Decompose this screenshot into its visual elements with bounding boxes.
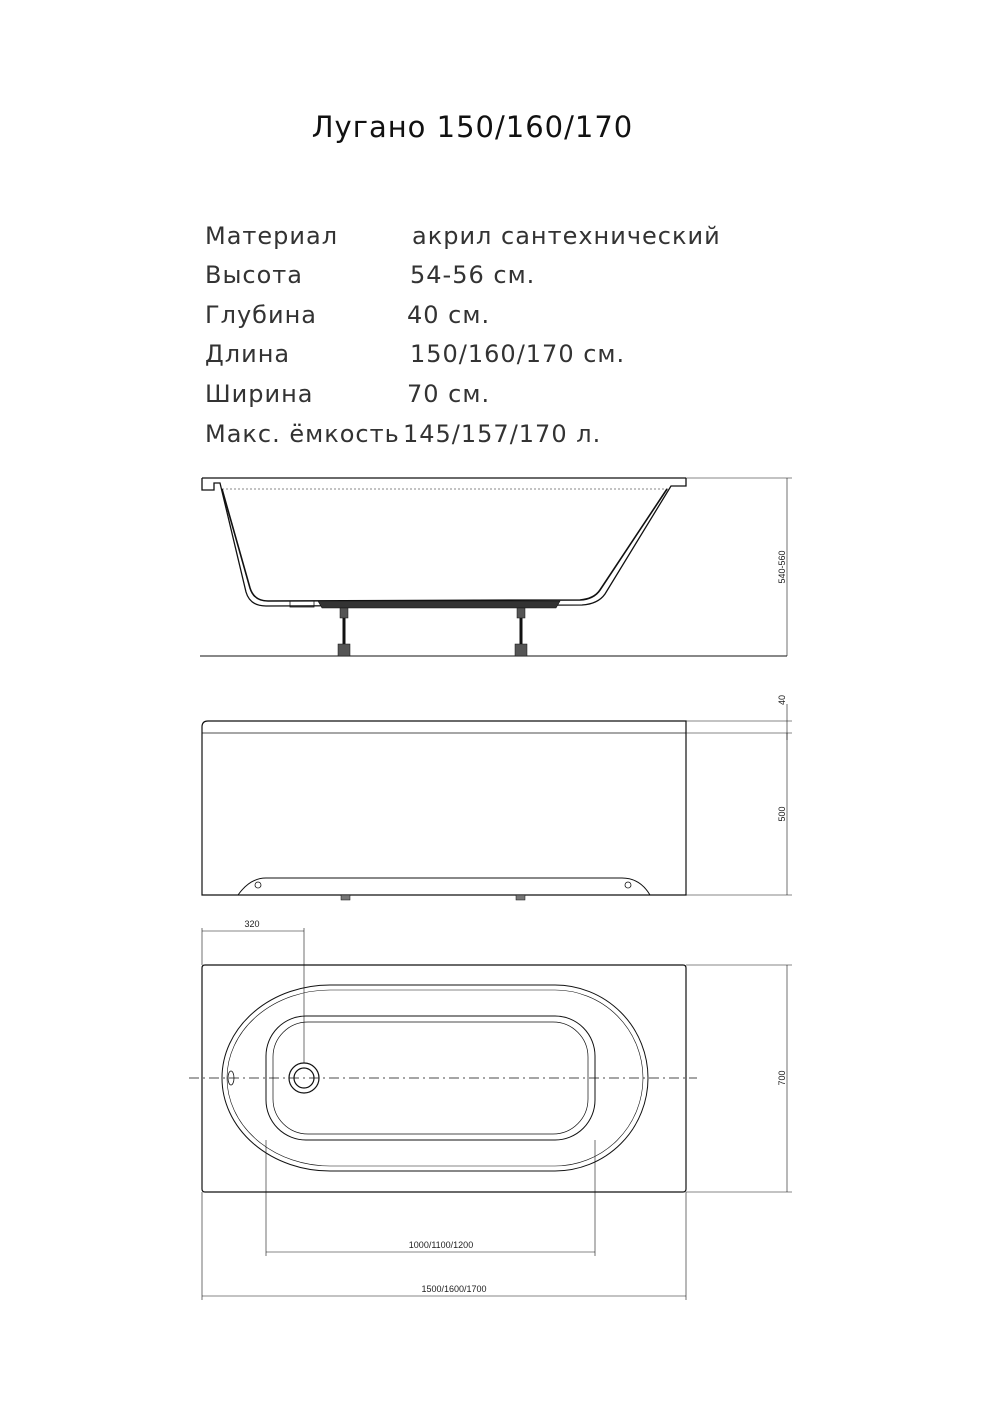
spec-value-capacity: 145/157/170 л. — [403, 420, 602, 448]
dim-drain-label: 320 — [244, 919, 260, 929]
spec-value-height: 54-56 см. — [410, 261, 536, 289]
mount-hole-left — [255, 882, 261, 888]
spec-label-width: Ширина — [205, 380, 314, 408]
spec-label-height: Высота — [205, 261, 303, 289]
foot-left — [341, 895, 350, 900]
spec-value-length: 150/160/170 см. — [410, 340, 626, 368]
tub-shell-outer — [202, 478, 686, 606]
spec-label-material: Материал — [205, 222, 339, 250]
bottom-reinforcement — [318, 601, 560, 608]
dim-width-label: 700 — [777, 1070, 787, 1086]
spec-value-material: акрил сантехнический — [412, 222, 721, 250]
dim-inner-length-label: 1000/1100/1200 — [408, 1240, 474, 1250]
spec-value-width: 70 см. — [407, 380, 491, 408]
dim-height-label: 540-560 — [777, 550, 787, 584]
front-view — [202, 704, 792, 900]
dim-rim-label: 40 — [777, 694, 787, 706]
spec-label-length: Длина — [205, 340, 291, 368]
leg-foot-right — [515, 644, 527, 656]
panel-cutout — [238, 878, 650, 895]
leg-bracket-right — [517, 608, 525, 618]
front-panel-outline — [202, 721, 686, 895]
page-title: Лугано 150/160/170 — [311, 110, 634, 144]
spec-label-capacity: Макс. ёмкость — [205, 420, 400, 448]
side-section-view — [200, 478, 792, 656]
tub-shell-inner — [222, 489, 667, 601]
leg-bracket-left — [340, 608, 348, 618]
top-view — [189, 928, 792, 1300]
spec-value-depth: 40 см. — [407, 301, 491, 329]
spec-label-depth: Глубина — [205, 301, 317, 329]
foot-right — [516, 895, 525, 900]
leg-foot-left — [338, 644, 350, 656]
dim-outer-length-label: 1500/1600/1700 — [421, 1284, 487, 1294]
mount-hole-right — [625, 882, 631, 888]
dim-panel-label: 500 — [777, 806, 787, 822]
